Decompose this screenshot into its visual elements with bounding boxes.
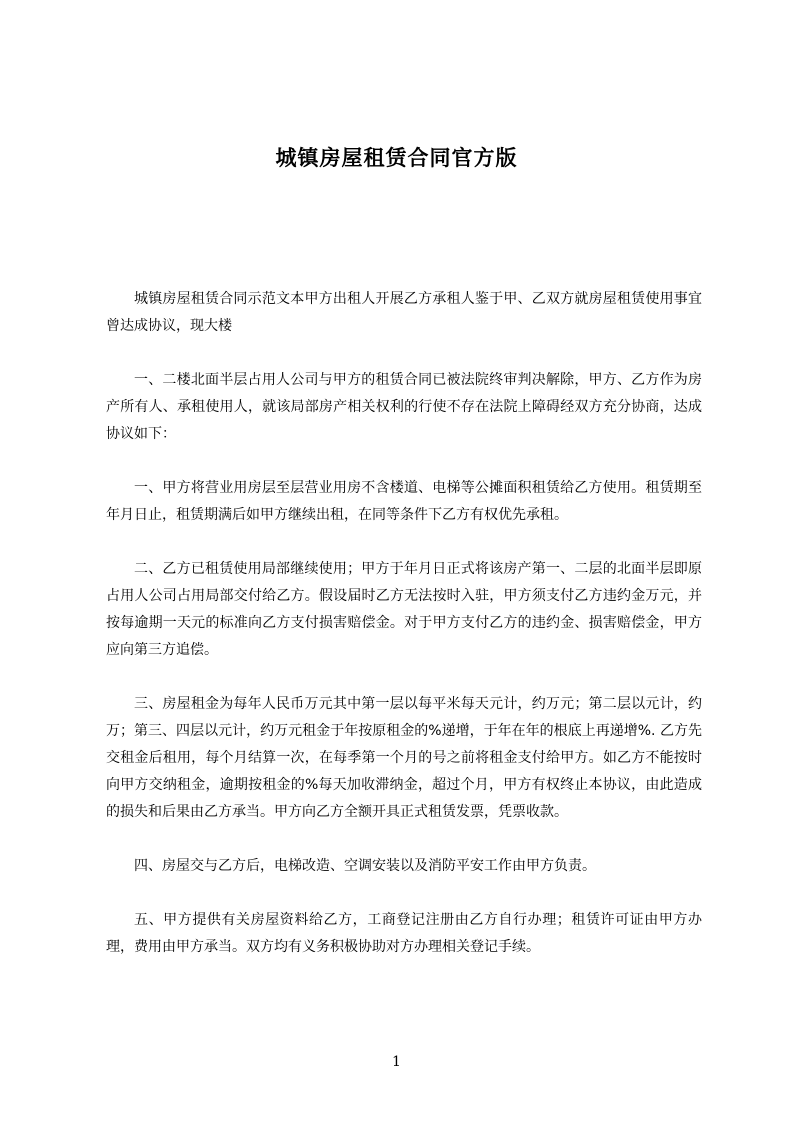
- paragraph-clause-1: 一、甲方将营业用房层至层营业用房不含楼道、电梯等公摊面积租赁给乙方使用。租赁期至年月日止，租赁期满后如甲方继续出租，在同等条件下乙方有权优先承租。: [106, 480, 702, 523]
- paragraph-clause-3: 三、房屋租金为每年人民币万元其中第一层以每平米每天元计，约万元；第二层以元计，约万；第三、四层以元计，约万元租金于年按原租金的%递增，于年在年的根底上再递增%. 乙方先交租金后租用，每个月结算一次，在每季第一个月的号之前将租金支付给甲方。如乙方不能按时向甲方交纳租金，逾期按租金的%每天加收滞纳金，超过个月，甲方有权终止本协议，由此造成的损失和后果由乙方承当。甲方向乙方全额开具正式租赁发票，凭票收款。: [106, 696, 702, 820]
- document-body: [106, 286, 702, 988]
- paragraph-clause-4: 四、房屋交与乙方后，电梯改造、空调安装以及消防平安工作由甲方负责。: [134, 858, 596, 874]
- paragraph-background: 一、二楼北面半层占用人公司与甲方的租赁合同已被法院终审判决解除，甲方、乙方作为房产所有人、承租使用人，就该局部房产相关权利的行使不存在法院上障碍经双方充分协商，达成协议如下：: [106, 372, 702, 442]
- paragraph-clause-5: 五、甲方提供有关房屋资料给乙方，工商登记注册由乙方自行办理；租赁许可证由甲方办理，费用由甲方承当。双方均有义务积极协助对方办理相关登记手续。: [106, 912, 702, 955]
- document-title: 城镇房屋租赁合同官方版: [275, 146, 518, 170]
- paragraph-clause-2: 二、乙方已租赁使用局部继续使用；甲方于年月日正式将该房产第一、二层的北面半层即原占用人公司占用局部交付给乙方。假设届时乙方无法按时入驻，甲方须支付乙方违约金万元，并按每逾期一天元的标准向乙方支付损害赔偿金。对于甲方支付乙方的违约金、损害赔偿金，甲方应向第三方追偿。: [106, 561, 702, 658]
- page-number: 1: [392, 1054, 401, 1070]
- paragraph-intro: 城镇房屋租赁合同示范文本甲方出租人开展乙方承租人鉴于甲、乙双方就房屋租赁使用事宜曾达成协议，现大楼: [106, 291, 702, 334]
